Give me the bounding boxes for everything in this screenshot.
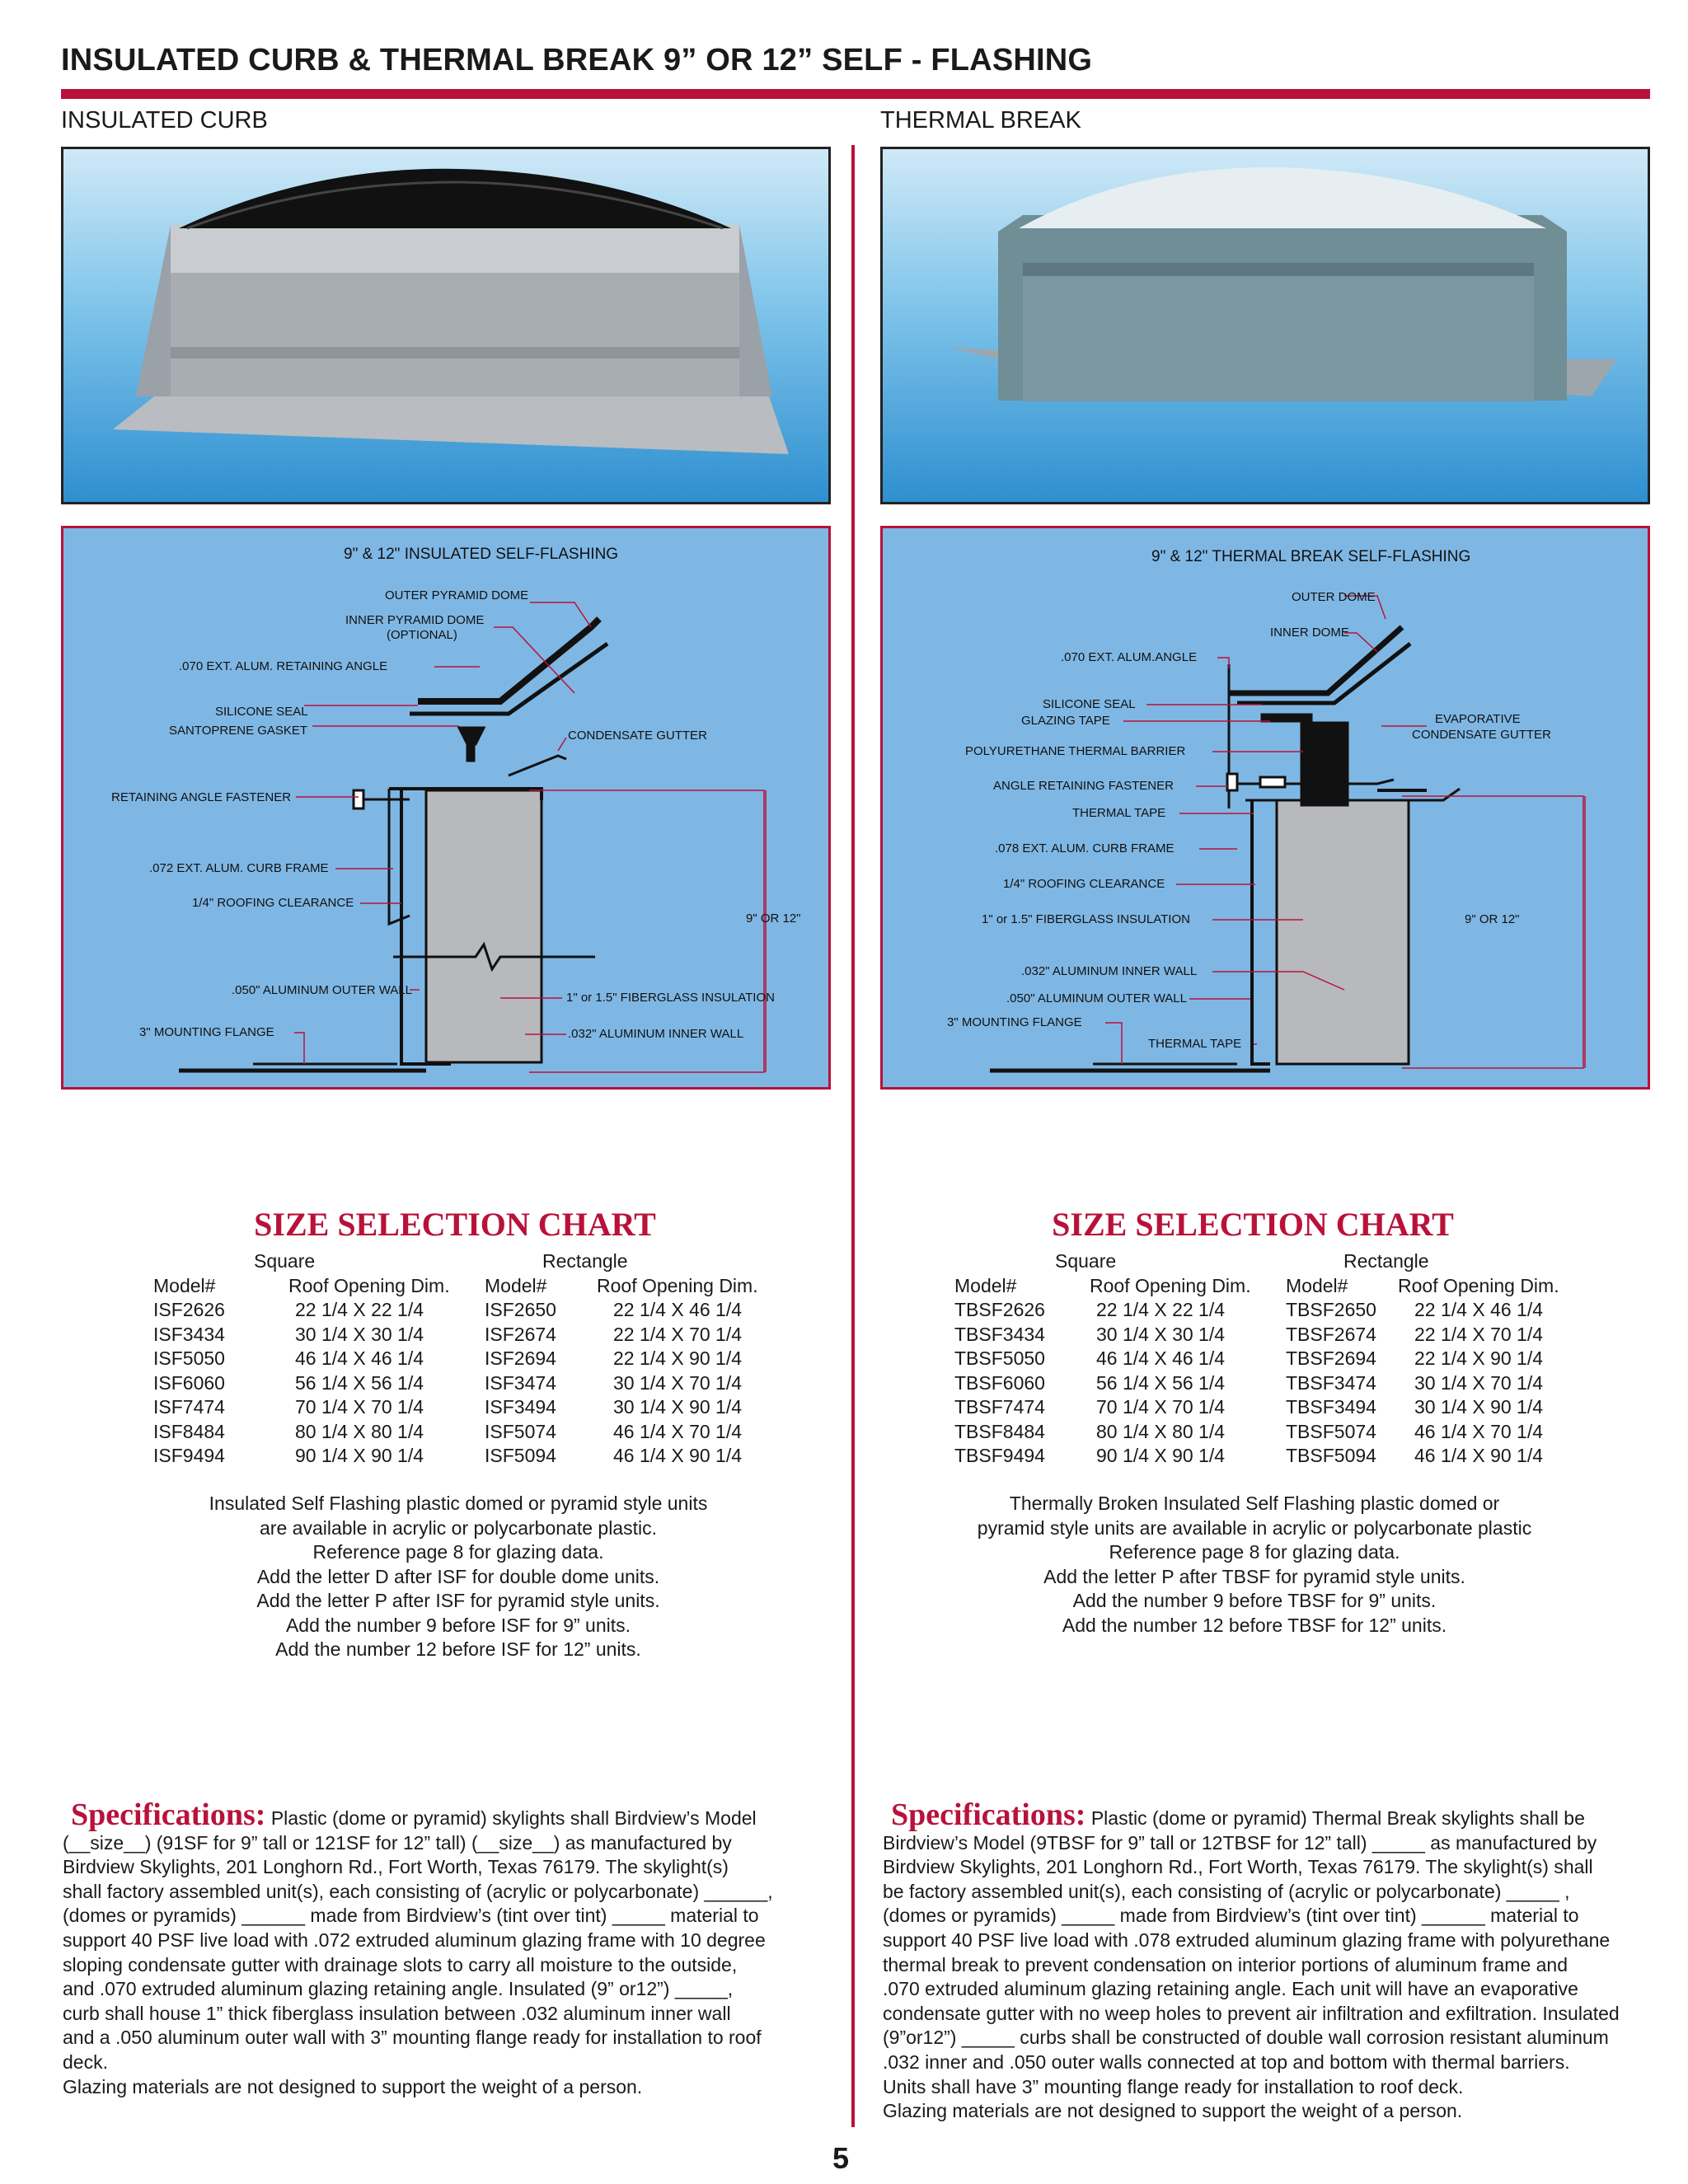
table-cell: TBSF5074 [1286, 1420, 1376, 1442]
right-chart-title: SIZE SELECTION CHART [1052, 1206, 1454, 1243]
page-title: INSULATED CURB & THERMAL BREAK 9” OR 12” SELF - FLASHING [61, 43, 1093, 77]
table-cell: 30 1/4 X 30 1/4 [295, 1323, 424, 1345]
col-header: Roof Opening Dim. [288, 1274, 450, 1296]
thermal-break-diagram [880, 526, 1650, 1090]
diagram-label: SILICONE SEAL [215, 705, 308, 719]
table-cell: 56 1/4 X 56 1/4 [295, 1371, 424, 1394]
spec-line: (__size__) (91SF for 9” tall or 121SF for 12” tall) (__size__) as manufactured by [63, 1831, 732, 1854]
table-cell: 30 1/4 X 30 1/4 [1096, 1323, 1226, 1345]
note-line: Add the letter P after TBSF for pyramid style units. [1043, 1565, 1465, 1587]
spec-line: be factory assembled unit(s), each consisting of (acrylic or polycarbonate) _____ , [883, 1880, 1570, 1902]
note-line: Add the number 9 before ISF for 9” units. [285, 1614, 631, 1636]
table-cell: ISF3494 [485, 1396, 556, 1418]
diagram-label: POLYURETHANE THERMAL BARRIER [965, 744, 1186, 758]
dim-column-square [1090, 1274, 1251, 1469]
table-cell: 22 1/4 X 70 1/4 [613, 1323, 743, 1345]
table-cell: ISF2674 [485, 1323, 556, 1345]
table-cell: 22 1/4 X 22 1/4 [295, 1299, 424, 1320]
table-cell: 46 1/4 X 70 1/4 [1414, 1420, 1544, 1442]
spec-line: Glazing materials are not designed to support the weight of a person. [883, 2100, 1463, 2122]
left-notes [145, 1492, 771, 1662]
diagram-title: 9" & 12" THERMAL BREAK SELF-FLASHING [1151, 548, 1471, 565]
diagram-label: 9" OR 12" [746, 912, 801, 926]
table-cell: 22 1/4 X 90 1/4 [1414, 1347, 1544, 1369]
diagram-label: 1" or 1.5" FIBERGLASS INSULATION [982, 912, 1190, 926]
diagram-label: CONDENSATE GUTTER [568, 729, 707, 743]
dim-column-rect [597, 1274, 758, 1469]
diagram-title: 9" & 12" INSULATED SELF-FLASHING [344, 546, 619, 563]
spec-line: support 40 PSF live load with .072 extruded aluminum glazing frame with 10 degree [63, 1929, 766, 1951]
table-cell: ISF3474 [485, 1371, 556, 1394]
table-cell: 70 1/4 X 70 1/4 [1096, 1396, 1226, 1418]
model-column-square [153, 1274, 225, 1469]
spec-line: Birdview’s Model (9TBSF for 9” tall or 12TBSF for 12” tall) _____ as manufactured by [883, 1831, 1597, 1854]
table-cell: 46 1/4 X 70 1/4 [613, 1420, 743, 1442]
table-cell: 30 1/4 X 70 1/4 [1414, 1371, 1544, 1394]
table-cell: 56 1/4 X 56 1/4 [1096, 1371, 1226, 1394]
table-cell: 22 1/4 X 22 1/4 [1096, 1299, 1226, 1320]
insulated-curb-photo [61, 147, 831, 504]
table-cell: 70 1/4 X 70 1/4 [295, 1396, 424, 1418]
spec-line: (9”or12”) _____ curbs shall be constructed of double wall corrosion resistant aluminum [883, 2027, 1609, 2049]
table-cell: 30 1/4 X 90 1/4 [613, 1396, 743, 1418]
table-cell: 22 1/4 X 90 1/4 [613, 1347, 743, 1369]
col-header: Roof Opening Dim. [1090, 1274, 1251, 1296]
diagram-label: CONDENSATE GUTTER [1412, 728, 1551, 742]
spec-line: Units shall have 3” mounting flange ready for installation to roof deck. [883, 2075, 1464, 2097]
thermal-break-photo [880, 147, 1650, 504]
table-cell: 46 1/4 X 90 1/4 [613, 1445, 743, 1466]
table-cell: TBSF5094 [1286, 1445, 1376, 1466]
diagram-label: THERMAL TAPE [1072, 806, 1166, 820]
diagram-label: .078 EXT. ALUM. CURB FRAME [995, 841, 1175, 855]
table-cell: TBSF8484 [954, 1420, 1045, 1442]
page-number: 5 [832, 2141, 850, 2175]
diagram-label: 1/4" ROOFING CLEARANCE [192, 896, 354, 910]
table-cell: TBSF3434 [954, 1323, 1045, 1345]
spec-line: and a .050 aluminum outer wall with 3” mounting flange ready for installation to roof [63, 2027, 762, 2049]
table-cell: 46 1/4 X 90 1/4 [1414, 1445, 1544, 1466]
rect-header: Rectangle [542, 1250, 628, 1272]
table-cell: 80 1/4 X 80 1/4 [295, 1420, 424, 1442]
square-header: Square [1055, 1250, 1117, 1272]
diagram-label: .070 EXT. ALUM. RETAINING ANGLE [179, 659, 388, 673]
note-line: Add the number 12 before TBSF for 12” units. [1062, 1614, 1447, 1636]
spec-line: and .070 extruded aluminum glazing retaining angle. Insulated (9” or12”) _____, [63, 1978, 734, 2000]
model-column-rect [485, 1274, 556, 1469]
diagram-label: .050" ALUMINUM OUTER WALL [1006, 991, 1187, 1005]
table-cell: 22 1/4 X 46 1/4 [1414, 1299, 1544, 1320]
col-header: Model# [954, 1274, 1017, 1296]
table-cell: TBSF2694 [1286, 1347, 1376, 1369]
spec-line: deck. [63, 2050, 108, 2073]
note-line: are available in acrylic or polycarbonate plastic. [260, 1516, 657, 1539]
col-header: Model# [485, 1274, 547, 1296]
spec-line: shall factory assembled unit(s), each consisting of (acrylic or polycarbonate) ______, [63, 1880, 773, 1902]
table-cell: 46 1/4 X 46 1/4 [295, 1347, 424, 1369]
table-cell: TBSF2650 [1286, 1299, 1376, 1320]
table-cell: TBSF6060 [954, 1371, 1045, 1394]
diagram-label: .032" ALUMINUM INNER WALL [1021, 964, 1198, 978]
note-line: Reference page 8 for glazing data. [312, 1541, 604, 1563]
note-line: Thermally Broken Insulated Self Flashing plastic domed or [1009, 1493, 1500, 1514]
diagram-label: INNER PYRAMID DOME [345, 613, 485, 627]
table-cell: 30 1/4 X 70 1/4 [613, 1371, 743, 1394]
spec-line: .070 extruded aluminum glazing retaining angle. Each unit will have an evaporative [883, 1978, 1578, 2000]
table-cell: 90 1/4 X 90 1/4 [295, 1445, 424, 1466]
diagram-label: 9" OR 12" [1465, 912, 1520, 926]
col-header: Model# [153, 1274, 216, 1296]
table-cell: ISF2650 [485, 1299, 556, 1320]
spec-line: Plastic (dome or pyramid) Thermal Break skylights shall be [1090, 1807, 1585, 1829]
table-cell: ISF2626 [153, 1299, 225, 1320]
dim-column-square [288, 1274, 450, 1469]
spec-line: .032 inner and .050 outer walls connected at top and bottom with thermal barriers. [883, 2050, 1570, 2073]
spec-line: Plastic (dome or pyramid) skylights shall Birdview’s Model [270, 1807, 757, 1829]
col-header: Roof Opening Dim. [1398, 1274, 1559, 1296]
diagram-label: INNER DOME [1270, 626, 1349, 640]
spec-heading: Specifications: [891, 1797, 1086, 1832]
table-cell: 22 1/4 X 70 1/4 [1414, 1323, 1544, 1345]
spec-line: Birdview Skylights, 201 Longhorn Rd., Fort Worth, Texas 76179. The skylight(s) shall [883, 1856, 1593, 1878]
diagram-label: 3" MOUNTING FLANGE [947, 1015, 1082, 1029]
note-line: Add the letter D after ISF for double dome units. [256, 1565, 660, 1587]
diagram-label: EVAPORATIVE [1435, 712, 1521, 726]
diagram-label: .072 EXT. ALUM. CURB FRAME [149, 861, 329, 875]
column-divider [851, 145, 855, 2127]
diagram-label: 3" MOUNTING FLANGE [139, 1025, 274, 1039]
col-header: Roof Opening Dim. [597, 1274, 758, 1296]
right-specifications [883, 1797, 1662, 2124]
rect-header: Rectangle [1343, 1250, 1429, 1272]
table-cell: TBSF5050 [954, 1347, 1045, 1369]
left-subtitle: INSULATED CURB [61, 107, 268, 134]
spec-line: (domes or pyramids) _____ made from Birdview’s (tint over tint) ______ material to [883, 1905, 1579, 1927]
spec-heading: Specifications: [71, 1797, 266, 1832]
spec-line: support 40 PSF live load with .078 extruded aluminum glazing frame with polyurethane [883, 1929, 1611, 1951]
dim-column-rect [1398, 1274, 1559, 1469]
table-cell: TBSF2674 [1286, 1323, 1376, 1345]
square-header: Square [254, 1250, 316, 1272]
spec-line: Birdview Skylights, 201 Longhorn Rd., Fort Worth, Texas 76179. The skylight(s) [63, 1856, 729, 1878]
diagram-label: .050" ALUMINUM OUTER WALL [232, 983, 412, 997]
table-cell: ISF8484 [153, 1420, 225, 1442]
note-line: Insulated Self Flashing plastic domed or pyramid style units [209, 1493, 708, 1514]
diagram-label: 1/4" ROOFING CLEARANCE [1003, 877, 1165, 891]
diagram-label: ANGLE RETAINING FASTENER [993, 779, 1174, 793]
diagram-label: SANTOPRENE GASKET [169, 724, 308, 738]
table-cell: ISF2694 [485, 1347, 556, 1369]
table-cell: ISF9494 [153, 1445, 225, 1466]
model-column-rect [1286, 1274, 1376, 1469]
table-cell: TBSF3494 [1286, 1396, 1376, 1418]
right-notes [941, 1492, 1568, 1638]
diagram-label: RETAINING ANGLE FASTENER [111, 790, 292, 804]
table-cell: 80 1/4 X 80 1/4 [1096, 1420, 1226, 1442]
spec-line: condensate gutter with no weep holes to prevent air infiltration and exfiltration. Insulated [883, 2002, 1620, 2024]
table-cell: 22 1/4 X 46 1/4 [613, 1299, 743, 1320]
table-cell: 46 1/4 X 46 1/4 [1096, 1347, 1226, 1369]
note-line: Reference page 8 for glazing data. [1109, 1541, 1400, 1563]
note-line: Add the number 12 before ISF for 12” units. [275, 1638, 641, 1660]
diagram-label: THERMAL TAPE [1148, 1037, 1242, 1051]
diagram-label: .032" ALUMINUM INNER WALL [568, 1027, 744, 1041]
table-cell: TBSF9494 [954, 1445, 1045, 1466]
col-header: Model# [1286, 1274, 1348, 1296]
table-cell: ISF5050 [153, 1347, 225, 1369]
diagram-label: .070 EXT. ALUM.ANGLE [1061, 650, 1198, 664]
table-cell: ISF5074 [485, 1420, 556, 1442]
diagram-label: OUTER PYRAMID DOME [385, 588, 529, 602]
diagram-label: GLAZING TAPE [1021, 714, 1110, 728]
diagram-label: SILICONE SEAL [1043, 697, 1136, 711]
table-cell: 30 1/4 X 90 1/4 [1414, 1396, 1544, 1418]
table-cell: TBSF3474 [1286, 1371, 1376, 1394]
spec-line: curb shall house 1” thick fiberglass insulation between .032 aluminum inner wall [63, 2002, 731, 2024]
table-cell: ISF3434 [153, 1323, 225, 1345]
diagram-label: OUTER DOME [1292, 590, 1376, 604]
left-specifications [63, 1797, 842, 2099]
spec-line: sloping condensate gutter with drainage slots to carry all moisture to the outside, [63, 1953, 738, 1975]
spec-line: thermal break to prevent condensation on interior portions of aluminum frame and [883, 1953, 1568, 1975]
left-chart-title: SIZE SELECTION CHART [254, 1206, 656, 1243]
table-cell: 90 1/4 X 90 1/4 [1096, 1445, 1226, 1466]
spec-line: (domes or pyramids) ______ made from Birdview’s (tint over tint) _____ material to [63, 1905, 759, 1927]
spec-line: Glazing materials are not designed to support the weight of a person. [63, 2075, 643, 2097]
model-column-square [954, 1274, 1045, 1469]
insulated-diagram [61, 526, 831, 1090]
table-cell: ISF5094 [485, 1445, 556, 1466]
note-line: Add the number 9 before TBSF for 9” units. [1072, 1590, 1437, 1611]
note-line: pyramid style units are available in acrylic or polycarbonate plastic [977, 1516, 1532, 1539]
table-cell: ISF7474 [153, 1396, 225, 1418]
diagram-label: (OPTIONAL) [387, 628, 457, 642]
diagram-label: 1" or 1.5" FIBERGLASS INSULATION [566, 991, 775, 1005]
table-cell: TBSF7474 [954, 1396, 1045, 1418]
note-line: Add the letter P after ISF for pyramid style units. [256, 1590, 660, 1611]
title-rule [61, 89, 1650, 99]
right-subtitle: THERMAL BREAK [880, 107, 1081, 134]
table-cell: TBSF2626 [954, 1299, 1045, 1320]
table-cell: ISF6060 [153, 1371, 225, 1394]
